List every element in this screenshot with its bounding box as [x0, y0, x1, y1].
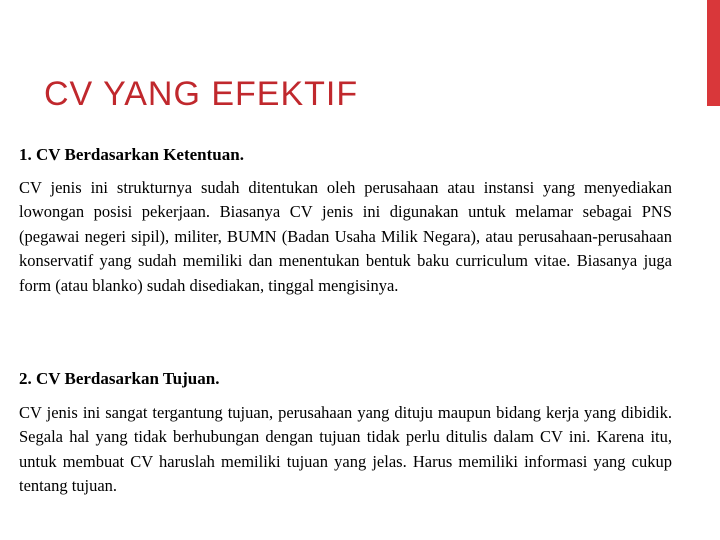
accent-bar: [707, 0, 720, 106]
slide-title: CV YANG EFEKTIF: [44, 75, 359, 113]
section-1-heading: 1. CV Berdasarkan Ketentuan.: [19, 145, 244, 164]
section-1-body: CV jenis ini strukturnya sudah ditentukan oleh perusahaan atau instansi yang menyediakan lowongan posisi pekerjaan. Biasanya CV jenis ini digunakan untuk melamar sebagai PNS (pegawai negeri sipil), militer, BUMN (Badan Usaha Milik Negara), atau perusahaan-perusahaan konservatif yang sudah memiliki dan menentukan bentuk baku curriculum vitae. Biasanya juga form (atau blanko) sudah disediakan, tinggal mengisinya.: [19, 178, 672, 295]
section-2-heading: 2. CV Berdasarkan Tujuan.: [19, 369, 220, 388]
section-2-body: CV jenis ini sangat tergantung tujuan, perusahaan yang dituju maupun bidang kerja yang dibidik. Segala hal yang tidak berhubungan dengan tujuan tidak perlu ditulis dalam CV ini. Karena itu, untuk membuat CV haruslah memiliki tujuan yang jelas. Harus memiliki informasi yang cukup tentang tujuan.: [19, 403, 672, 496]
